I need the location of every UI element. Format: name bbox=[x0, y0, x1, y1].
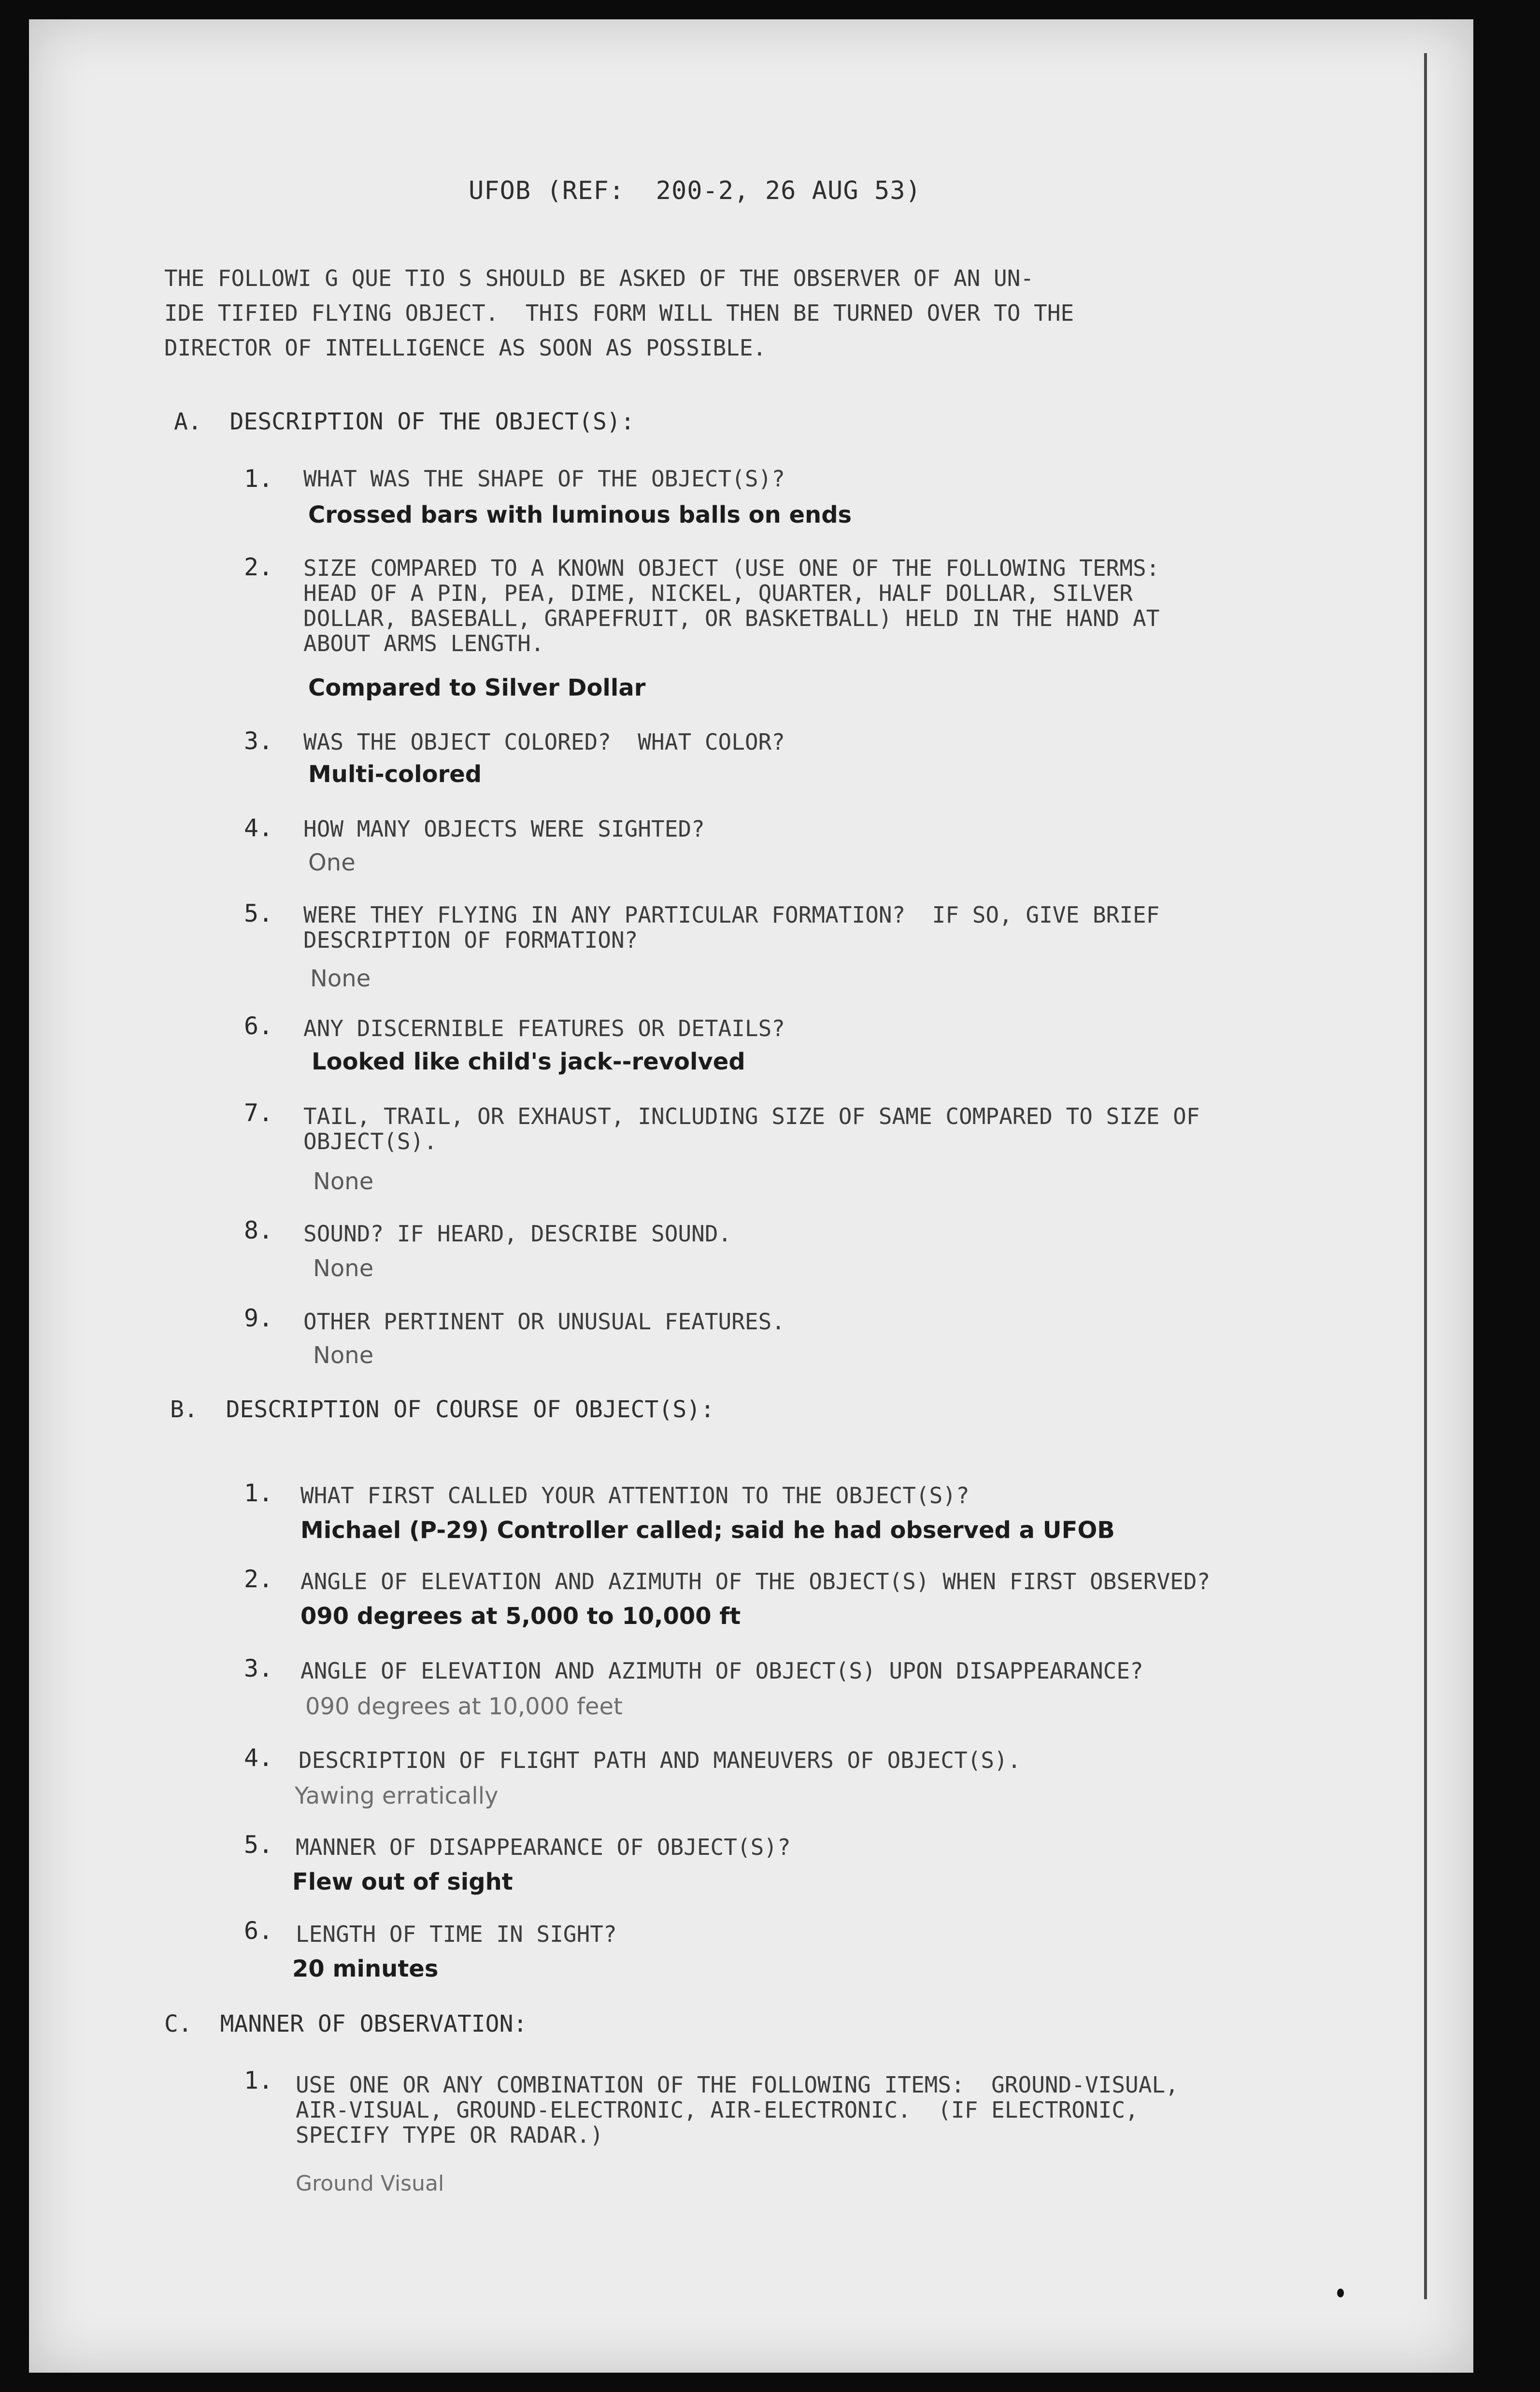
question-text: MANNER OF DISAPPEARANCE OF OBJECT(S)? bbox=[296, 1834, 791, 1860]
question-text: WHAT WAS THE SHAPE OF THE OBJECT(S)? bbox=[303, 466, 785, 492]
answer-text: 090 degrees at 10,000 feet bbox=[305, 1693, 623, 1720]
question-text: HOW MANY OBJECTS WERE SIGHTED? bbox=[303, 816, 705, 842]
question-text: LENGTH OF TIME IN SIGHT? bbox=[296, 1921, 617, 1947]
question-number: 4. bbox=[244, 814, 273, 842]
page-edge-line bbox=[1424, 53, 1427, 2299]
answer-text: None bbox=[310, 965, 371, 992]
question-number: 2. bbox=[244, 553, 273, 581]
section-heading-c: C. MANNER OF OBSERVATION: bbox=[164, 2010, 528, 2037]
answer-text: 20 minutes bbox=[292, 1955, 439, 1982]
question-number: 5. bbox=[244, 899, 273, 927]
question-number: 6. bbox=[244, 1012, 273, 1040]
answer-text: Yawing erratically bbox=[295, 1782, 499, 1809]
answer-text: Compared to Silver Dollar bbox=[308, 674, 646, 701]
question-text: WAS THE OBJECT COLORED? WHAT COLOR? bbox=[303, 729, 785, 755]
question-number: 8. bbox=[244, 1216, 273, 1244]
answer-text: 090 degrees at 5,000 to 10,000 ft bbox=[300, 1603, 741, 1630]
question-text: ANGLE OF ELEVATION AND AZIMUTH OF THE OBJECT(S) WHEN FIRST OBSERVED? bbox=[300, 1568, 1211, 1595]
answer-text: None bbox=[313, 1255, 374, 1282]
form-title: UFOB (REF: 200-2, 26 AUG 53) bbox=[469, 176, 921, 205]
answer-text: None bbox=[313, 1342, 374, 1369]
intro-paragraph: THE FOLLOWI G QUE TIO S SHOULD BE ASKED OF THE OBSERVER OF AN UN- IDE TIFIED FLYING OBJECT. THIS FORM WILL THEN BE TURNED OVER TO THE DIRECTOR OF INTELLIGENCE AS SOON AS POSSIBLE. bbox=[164, 265, 1074, 361]
question-text: ANY DISCERNIBLE FEATURES OR DETAILS? bbox=[303, 1015, 785, 1041]
answer-text: None bbox=[313, 1168, 374, 1195]
answer-text: One bbox=[308, 849, 356, 876]
question-number: 1. bbox=[244, 2066, 273, 2094]
question-number: 3. bbox=[244, 1654, 273, 1682]
question-number: 5. bbox=[244, 1831, 273, 1859]
answer-text: Ground Visual bbox=[296, 2171, 444, 2196]
answer-text: Flew out of sight bbox=[292, 1868, 513, 1895]
question-text: SIZE COMPARED TO A KNOWN OBJECT (USE ONE OF THE FOLLOWING TERMS: HEAD OF A PIN, PEA, DIME, NICKEL, QUARTER, HALF DOLLAR, SILVER DOLLAR, BASEBALL, GRAPEFRUIT, OR BASKETBALL) HELD IN THE HAND AT ABOUT ARMS LENGTH. bbox=[303, 555, 1160, 656]
section-heading-b: B. DESCRIPTION OF COURSE OF OBJECT(S): bbox=[170, 1396, 715, 1423]
ink-mark bbox=[1337, 2289, 1344, 2297]
question-number: 9. bbox=[244, 1304, 273, 1332]
question-number: 3. bbox=[244, 727, 273, 755]
answer-text: Crossed bars with luminous balls on ends bbox=[308, 501, 852, 528]
question-text: SOUND? IF HEARD, DESCRIBE SOUND. bbox=[303, 1221, 732, 1247]
question-text: ANGLE OF ELEVATION AND AZIMUTH OF OBJECT(S) UPON DISAPPEARANCE? bbox=[300, 1658, 1143, 1684]
question-text: TAIL, TRAIL, OR EXHAUST, INCLUDING SIZE OF SAME COMPARED TO SIZE OF OBJECT(S). bbox=[303, 1103, 1200, 1154]
answer-text: Multi-colored bbox=[308, 761, 482, 788]
question-text: WHAT FIRST CALLED YOUR ATTENTION TO THE OBJECT(S)? bbox=[300, 1482, 970, 1509]
question-text: WERE THEY FLYING IN ANY PARTICULAR FORMATION? IF SO, GIVE BRIEF DESCRIPTION OF FORMATION? bbox=[303, 902, 1160, 953]
question-text: USE ONE OR ANY COMBINATION OF THE FOLLOWING ITEMS: GROUND-VISUAL, AIR-VISUAL, GROUND-ELECTRONIC, AIR-ELECTRONIC. (IF ELECTRONIC, SPECIFY TYPE OR RADAR.) bbox=[296, 2072, 1179, 2148]
section-heading-a: A. DESCRIPTION OF THE OBJECT(S): bbox=[174, 408, 635, 435]
answer-text: Looked like child's jack--revolved bbox=[312, 1048, 745, 1075]
question-number: 7. bbox=[244, 1099, 273, 1127]
question-number: 4. bbox=[244, 1744, 273, 1772]
question-text: OTHER PERTINENT OR UNUSUAL FEATURES. bbox=[303, 1309, 785, 1335]
answer-text: Michael (P-29) Controller called; said he had observed a UFOB bbox=[300, 1517, 1115, 1544]
question-text: DESCRIPTION OF FLIGHT PATH AND MANEUVERS OF OBJECT(S). bbox=[299, 1747, 1021, 1773]
question-number: 1. bbox=[244, 465, 273, 493]
question-number: 1. bbox=[244, 1479, 273, 1507]
question-number: 2. bbox=[244, 1565, 273, 1593]
question-number: 6. bbox=[244, 1917, 273, 1945]
